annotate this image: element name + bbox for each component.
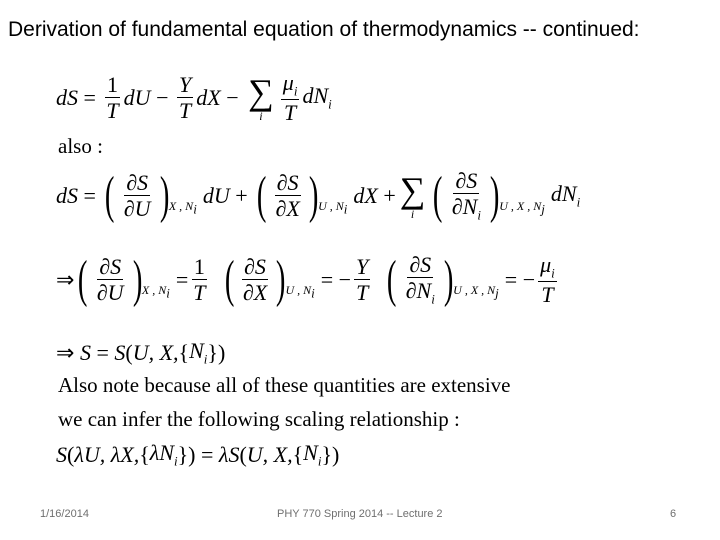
equation-entropy-function: ⇒ S = S ( U, X, { $N_i$ }) [56,338,226,367]
slide-title: Derivation of fundamental equation of thermodynamics -- continued: [8,18,640,41]
footer-date: 1/16/2014 [40,508,89,520]
footer-course: PHY 770 Spring 2014 -- Lecture 2 [277,508,443,520]
equation-scaling-relationship: S ( λU, λX, { $\lambda N_i$ }) = λS ( U, X, { $N_i$ }) [56,440,340,469]
also-label: also : [58,134,103,158]
note-line-2: we can infer the following scaling relationship : [58,407,460,431]
footer-page-number: 6 [670,508,677,520]
equation-ds-expression: dS = $\frac{1}{T}$ dU − $\frac{Y}{T}$ dX − ∑ i $\frac{\mu_i}{T}$ $dN_i$ [56,70,332,126]
note-line-1: Also note because all of these quantities are extensive [58,373,511,397]
equation-partial-identities: ⇒ ( $\frac{\partial S}{\partial U}$ ) X , $N_i$ = $\frac{1}{T}$ ( $\frac{\partial S}{\partial X}$ ) U , $N_i$ = − $\frac{Y}{T}$ ( $\frac{\partial S}{\partial N_i}$ ) U , X , $N_j$ = − $\frac{\mu_i}{T}$ [56,250,555,308]
equation-partial-expansion: dS = ( $\frac{\partial S}{\partial U}$ ) X , $N_i$ dU + ( $\frac{\partial S}{\partial X}$ ) U , $N_i$ dX + ∑ i ( $\frac{\partial S}{\partial N_i}$ ) U , X , $N_j$ $dN_i$ [56,166,581,224]
